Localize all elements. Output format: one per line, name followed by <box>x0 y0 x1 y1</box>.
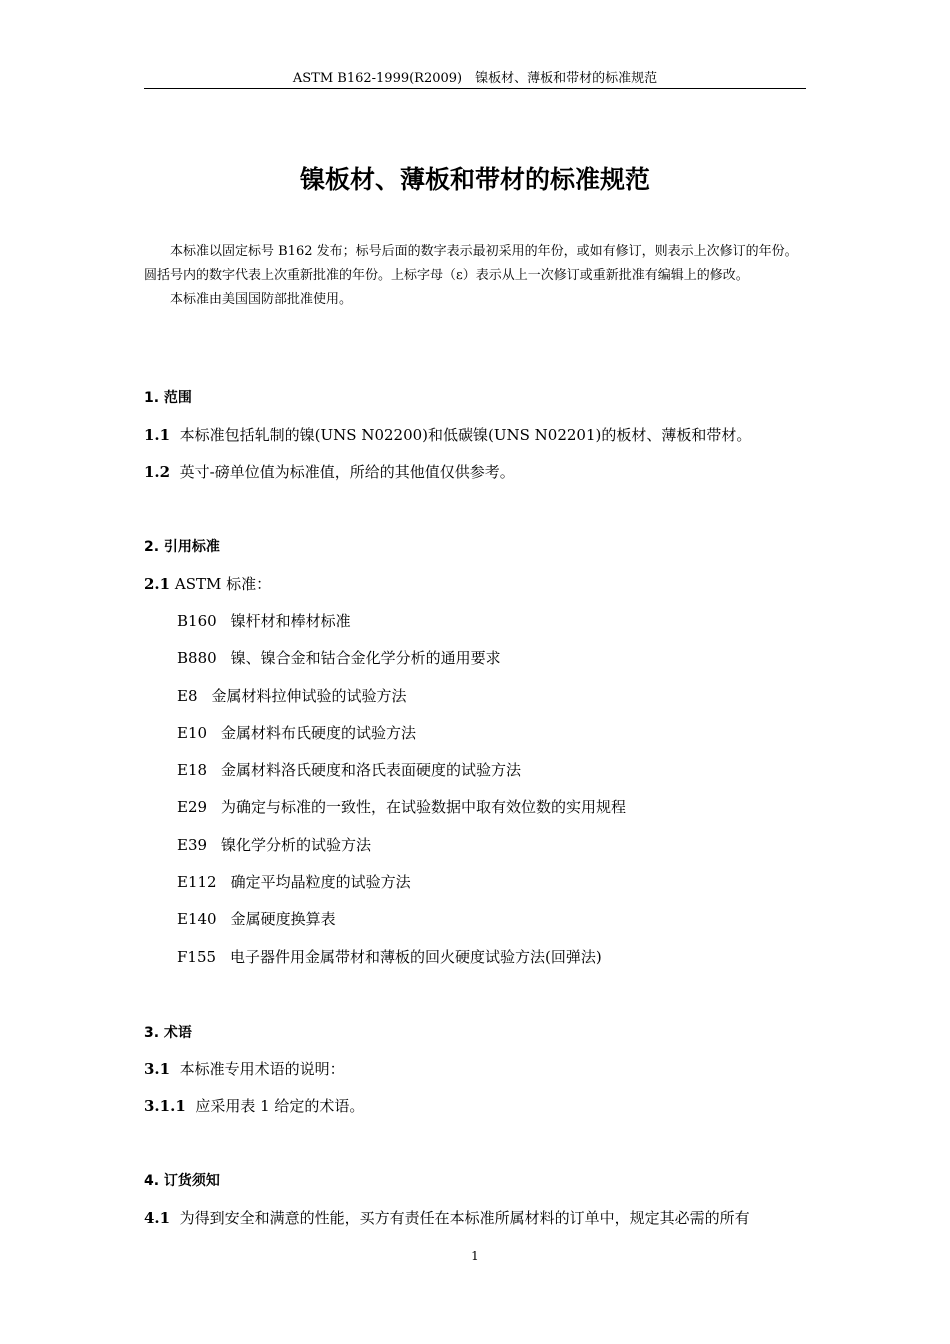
reference-item <box>177 759 521 780</box>
clause-2-1 <box>144 573 271 594</box>
reference-code: E112 <box>177 873 217 891</box>
reference-item <box>177 647 501 668</box>
reference-item <box>177 722 416 743</box>
clause-text: ASTM 标准： <box>174 575 272 593</box>
clause-4-1 <box>144 1207 750 1228</box>
reference-title: 确定平均晶粒度的试验方法 <box>230 873 411 891</box>
reference-title: 镍、镍合金和钴合金化学分析的通用要求 <box>230 649 501 667</box>
clause-1-1 <box>144 424 751 445</box>
reference-title: 金属硬度换算表 <box>230 910 336 928</box>
reference-title: 为确定与标准的一致性，在试验数据中取有效位数的实用规程 <box>221 798 627 816</box>
clause-3-1 <box>144 1058 345 1079</box>
reference-item <box>177 834 371 855</box>
reference-item <box>177 610 351 631</box>
clause-text: 应采用表 1 给定的术语。 <box>195 1097 365 1115</box>
section-3-heading: 3. 术语 <box>144 1025 192 1041</box>
reference-code: B160 <box>177 612 217 630</box>
reference-code: E10 <box>177 724 208 742</box>
reference-code: E39 <box>177 836 208 854</box>
clause-text: 英寸-磅单位值为标准值，所给的其他值仅供参考。 <box>179 463 515 481</box>
reference-item <box>177 946 602 967</box>
section-1-heading: 1. 范围 <box>144 390 192 406</box>
section-4-heading: 4. 订货须知 <box>144 1173 220 1189</box>
reference-item <box>177 871 411 892</box>
clause-number: 3.1.1 <box>144 1097 186 1115</box>
reference-code: F155 <box>177 948 217 966</box>
page-number: 1 <box>471 1249 479 1263</box>
reference-item <box>177 796 626 817</box>
clause-number: 3.1 <box>144 1060 171 1078</box>
reference-title: 金属材料洛氏硬度和洛氏表面硬度的试验方法 <box>221 761 522 779</box>
reference-title: 金属材料布氏硬度的试验方法 <box>221 724 417 742</box>
running-header: ASTM B162-1999(R2009) 镍板材、薄板和带材的标准规范 <box>292 71 658 86</box>
clause-number: 4.1 <box>144 1209 171 1227</box>
clause-number: 1.2 <box>144 463 171 481</box>
reference-title: 镍化学分析的试验方法 <box>221 836 372 854</box>
reference-code: B880 <box>177 649 217 667</box>
reference-code: E18 <box>177 761 208 779</box>
document-title: 镍板材、薄板和带材的标准规范 <box>299 165 650 194</box>
clause-number: 2.1 <box>144 575 171 593</box>
clause-number: 1.1 <box>144 426 171 444</box>
intro-paragraph-1: 本标准以固定标号 B162 发布；标号后面的数字表示最初采用的年份，或如有修订，则表示上次修订的年份。圆括号内的数字代表上次重新批准的年份。上标字母（ε）表示从上一次修订或重新批准有编辑上的修改。 <box>144 244 798 283</box>
clause-1-2 <box>144 461 515 482</box>
header-rule <box>144 88 806 89</box>
reference-code: E140 <box>177 910 217 928</box>
intro-block <box>144 240 806 312</box>
clause-text: 为得到安全和满意的性能，买方有责任在本标准所属材料的订单中，规定其必需的所有 <box>179 1209 750 1227</box>
section-2-heading: 2. 引用标准 <box>144 539 220 555</box>
clause-text: 本标准专用术语的说明： <box>179 1060 345 1078</box>
reference-title: 镍杆材和棒材标准 <box>230 612 351 630</box>
reference-code: E8 <box>177 687 198 705</box>
reference-item <box>177 908 336 929</box>
reference-title: 电子器件用金属带材和薄板的回火硬度试验方法(回弹法) <box>230 948 602 966</box>
intro-paragraph-2: 本标准由美国国防部批准使用。 <box>170 292 353 307</box>
clause-text: 本标准包括轧制的镍(UNS N02200)和低碳镍(UNS N02201)的板材、薄板和带材。 <box>179 426 752 444</box>
reference-title: 金属材料拉伸试验的试验方法 <box>211 687 407 705</box>
reference-item <box>177 685 407 706</box>
clause-3-1-1 <box>144 1095 364 1116</box>
reference-code: E29 <box>177 798 208 816</box>
